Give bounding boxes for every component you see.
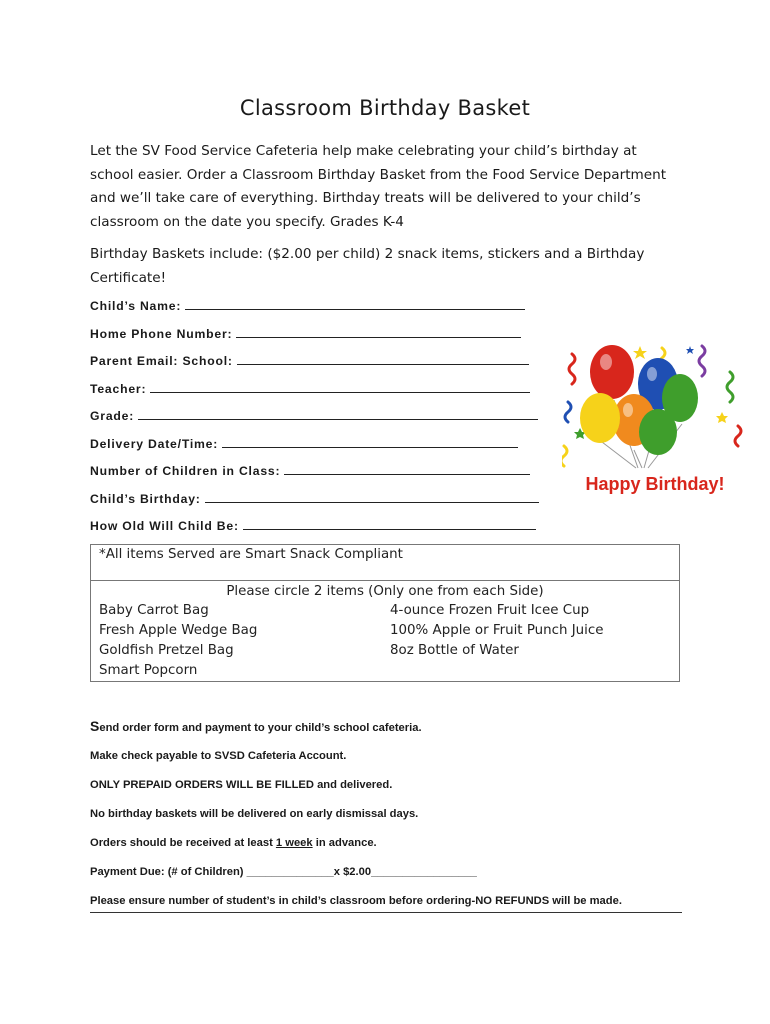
snack-item-right[interactable]: 4-ounce Frozen Fruit Icee Cup bbox=[390, 603, 590, 618]
parent-email-line[interactable] bbox=[237, 352, 529, 365]
field-label: Grade: bbox=[90, 409, 135, 423]
snack-item-right[interactable]: 100% Apple or Fruit Punch Juice bbox=[390, 623, 604, 638]
field-label: Teacher: bbox=[90, 382, 147, 396]
send-first-letter: S bbox=[90, 718, 100, 734]
childs-birthday-line[interactable] bbox=[205, 490, 539, 503]
snack-row bbox=[91, 663, 679, 683]
smart-snack-note: *All items Served are Smart Snack Compliant bbox=[99, 547, 403, 562]
delivery-date-field[interactable] bbox=[90, 435, 518, 455]
snack-row bbox=[91, 643, 679, 663]
field-label: Child’s Name: bbox=[90, 299, 182, 313]
home-phone-line[interactable] bbox=[236, 325, 521, 338]
childs-name-field[interactable] bbox=[90, 297, 525, 317]
intro-paragraph: Let the SV Food Service Cafeteria help make celebrating your child’s birthday at school easier. Order a Classroom Birthday Basket from the Food Service Department and we’ll take care of everything. Birthday treats will be delivered to your child’s classroom on the date you specify. Grades K-4 bbox=[90, 143, 667, 230]
early-dismissal-notice: No birthday baskets will be delivered on early dismissal days. bbox=[90, 808, 419, 820]
children-count-line[interactable] bbox=[284, 462, 530, 475]
child-age-field[interactable] bbox=[90, 517, 536, 537]
prepaid-orders-notice: ONLY PREPAID ORDERS WILL BE FILLED and delivered. bbox=[90, 779, 393, 791]
happy-birthday-text: Happy Birthday! bbox=[585, 474, 725, 494]
field-label: Delivery Date/Time: bbox=[90, 437, 219, 451]
parent-email-field[interactable] bbox=[90, 352, 529, 372]
teacher-field[interactable] bbox=[90, 380, 530, 400]
snack-item-left[interactable]: Fresh Apple Wedge Bag bbox=[99, 623, 258, 638]
field-label: Child’s Birthday: bbox=[90, 492, 201, 506]
field-label: Home Phone Number: bbox=[90, 327, 233, 341]
child-age-line[interactable] bbox=[243, 517, 536, 530]
send-order-instruction bbox=[90, 718, 680, 734]
field-label: Parent Email: School: bbox=[90, 354, 233, 368]
advance-text: Orders should be received at least bbox=[90, 837, 276, 849]
payment-due-line[interactable]: Payment Due: (# of Children) ______________x $2.00_________________ bbox=[90, 866, 477, 878]
includes-paragraph: Birthday Baskets include: ($2.00 per child) 2 snack items, stickers and a Birthday Certificate! bbox=[90, 246, 645, 286]
snack-item-left[interactable]: Smart Popcorn bbox=[99, 663, 198, 678]
grade-line[interactable] bbox=[138, 407, 538, 420]
snack-item-right[interactable]: 8oz Bottle of Water bbox=[390, 643, 519, 658]
advance-notice bbox=[90, 837, 680, 849]
children-count-field[interactable] bbox=[90, 462, 530, 482]
snack-options-box bbox=[90, 544, 680, 682]
bottom-rule bbox=[90, 912, 682, 913]
snack-item-left[interactable]: Baby Carrot Bag bbox=[99, 603, 209, 618]
happy-birthday-balloons-image bbox=[562, 342, 748, 502]
snack-instructions: Please circle 2 items (Only one from each Side) bbox=[226, 584, 544, 599]
advance-period: 1 week bbox=[275, 837, 313, 849]
snack-row bbox=[91, 603, 679, 623]
advance-text-end: in advance. bbox=[312, 837, 377, 849]
childs-name-line[interactable] bbox=[185, 297, 525, 310]
teacher-line[interactable] bbox=[150, 380, 530, 393]
childs-birthday-field[interactable] bbox=[90, 490, 539, 510]
field-label: Number of Children in Class: bbox=[90, 464, 281, 478]
snack-row bbox=[91, 623, 679, 643]
divider bbox=[91, 580, 679, 581]
grade-field[interactable] bbox=[90, 407, 538, 427]
check-payable-instruction: Make check payable to SVSD Cafeteria Account. bbox=[90, 750, 347, 762]
delivery-date-line[interactable] bbox=[222, 435, 518, 448]
send-order-text: end order form and payment to your child’s school cafeteria. bbox=[99, 722, 422, 734]
snack-item-left[interactable]: Goldfish Pretzel Bag bbox=[99, 643, 234, 658]
field-label: How Old Will Child Be: bbox=[90, 519, 239, 533]
page-title: Classroom Birthday Basket bbox=[239, 96, 531, 120]
no-refunds-notice: Please ensure number of student’s in child’s classroom before ordering-NO REFUNDS will be made. bbox=[90, 895, 622, 907]
home-phone-field[interactable] bbox=[90, 325, 521, 345]
